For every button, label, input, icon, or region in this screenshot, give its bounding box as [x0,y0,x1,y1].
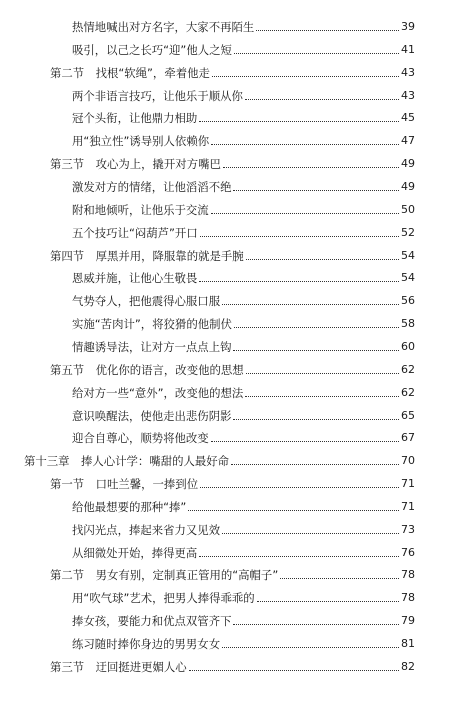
toc-subsection-entry[interactable] [72,378,415,400]
toc-entry-page-number: 67 [401,431,415,445]
toc-entry-page-number: 78 [401,591,415,605]
toc-entry-page-number: 52 [401,225,415,239]
toc-entry-page-number: 58 [401,317,415,331]
toc-subsection-entry[interactable] [72,195,415,217]
toc-entry-page-number: 70 [401,454,415,468]
toc-entry-page-number: 71 [401,499,415,513]
toc-entry-page-number: 49 [401,180,415,193]
toc-entry-title: 第三节 攻心为上，撬开对方嘴巴 [50,157,221,172]
toc-entry-page-number: 47 [401,134,415,148]
toc-subsection-entry[interactable] [72,583,415,605]
toc-section-entry[interactable] [50,149,415,171]
toc-subsection-entry[interactable] [72,81,415,103]
dot-leader [211,143,399,145]
toc-entry-page-number: 43 [401,65,415,79]
toc-entry-title: 从细微处开始，捧得更高 [72,545,198,560]
toc-entry-page-number: 79 [401,614,415,628]
dot-leader [257,600,399,602]
toc-section-entry[interactable] [50,355,415,377]
toc-entry-page-number: 56 [401,294,415,308]
toc-subsection-entry[interactable] [72,401,415,423]
toc-entry-title: 找闪光点，捧起来省力又见效 [72,522,221,537]
toc-entry-page-number: 62 [401,362,415,376]
dot-leader [280,577,399,579]
toc-entry-title: 给他最想要的那种“捧” [72,499,187,514]
toc-subsection-entry[interactable] [72,286,415,308]
toc-section-entry[interactable] [50,58,415,80]
dot-leader [256,29,399,31]
toc-subsection-entry[interactable] [72,12,415,34]
dot-leader [199,555,399,557]
dot-leader [200,235,399,237]
dot-leader [222,532,399,534]
toc-entry-title: 热情地喊出对方名字，大家不再陌生 [72,20,255,34]
toc-entry-title: 用“独立性”诱导别人依赖你 [72,134,210,149]
dot-leader [222,303,399,305]
toc-subsection-entry[interactable] [72,126,415,148]
toc-entry-title: 第十三章 捧人心计学：嘴甜的人最好命 [24,454,230,469]
dot-leader [199,280,399,282]
toc-entry-title: 迎合自尊心，顺势将他改变 [72,431,209,446]
toc-subsection-entry[interactable] [72,423,415,445]
toc-entry-title: 第一节 口吐兰馨，一捧到位 [50,477,199,491]
dot-leader [199,120,399,122]
toc-entry-title: 练习随时捧你身边的男男女女 [72,637,221,651]
toc-entry-page-number: 82 [401,659,415,673]
toc-subsection-entry[interactable] [72,492,415,514]
toc-section-entry[interactable] [50,241,415,263]
dot-leader [233,623,399,625]
toc-entry-title: 气势夺人，把他震得心服口服 [72,294,221,309]
toc-subsection-entry[interactable] [72,218,415,240]
toc-subsection-entry[interactable] [72,606,415,628]
dot-leader [234,52,399,54]
dot-leader [189,669,399,671]
toc-entry-page-number: 62 [401,385,415,399]
toc-entry-title: 意识唤醒法，使他走出悲伤阴影 [72,408,232,423]
toc-entry-title: 第二节 找根“软绳”，牵着他走 [50,65,210,80]
toc-subsection-entry[interactable] [72,172,415,194]
dot-leader [246,372,399,374]
dot-leader [222,646,399,648]
toc-subsection-entry[interactable] [72,629,415,651]
toc-entry-title: 情趣诱导法，让对方一点点上钩 [72,339,232,354]
toc-entry-title: 用“吹气球”艺术，把男人捧得乖乖的 [72,591,255,606]
toc-entry-page-number: 54 [401,271,415,285]
toc-entry-title: 实施“苦肉计”，将狡猾的他制伏 [72,317,232,332]
dot-leader [212,75,399,77]
toc-section-entry[interactable] [50,469,415,491]
toc-entry-title: 捧女孩，要能力和优点双管齐下 [72,614,232,629]
toc-entry-title: 第五节 优化你的语言，改变他的思想 [50,362,244,377]
dot-leader [188,509,399,511]
toc-section-entry[interactable] [50,652,415,674]
dot-leader [211,440,399,442]
dot-leader [233,349,399,351]
toc-entry-page-number: 49 [401,157,415,171]
dot-leader [233,418,399,420]
toc-entry-title: 给对方一些“意外”，改变他的想法 [72,385,244,400]
dot-leader [246,258,399,260]
toc-entry-page-number: 76 [401,545,415,559]
dot-leader [245,98,399,100]
toc-entry-page-number: 43 [401,88,415,102]
dot-leader [245,395,399,397]
toc-entry-page-number: 73 [401,522,415,536]
toc-chapter-entry[interactable] [24,446,415,468]
toc-entry-title: 恩威并施，让他心生敬畏 [72,271,198,286]
toc-entry-title: 激发对方的情绪，让他滔滔不绝 [72,180,232,194]
toc-entry-page-number: 50 [401,202,415,216]
toc-entry-page-number: 60 [401,339,415,353]
toc-entry-page-number: 71 [401,477,415,490]
toc-entry-page-number: 39 [401,20,415,33]
toc-entry-title: 第四节 厚黑并用，降服靠的就是手腕 [50,248,244,263]
toc-entry-title: 吸引，以己之长巧“迎”他人之短 [72,42,232,57]
dot-leader [223,166,399,168]
toc-entry-page-number: 41 [401,42,415,56]
toc-subsection-entry[interactable] [72,309,415,331]
toc-subsection-entry[interactable] [72,332,415,354]
toc-entry-title: 第二节 男女有别，定制真正管用的“高帽子” [50,568,279,583]
toc-subsection-entry[interactable] [72,538,415,560]
toc-entry-page-number: 54 [401,248,415,262]
toc-entry-title: 冠个头衔，让他鼎力相助 [72,111,198,126]
toc-entry-page-number: 81 [401,637,415,650]
toc-entry-page-number: 45 [401,111,415,125]
dot-leader [233,189,399,191]
toc-entry-title: 两个非语言技巧，让他乐于顺从你 [72,88,243,103]
toc-subsection-entry[interactable] [72,35,415,57]
toc-subsection-entry[interactable] [72,103,415,125]
toc-subsection-entry[interactable] [72,263,415,285]
toc-entry-page-number: 78 [401,568,415,582]
dot-leader [234,326,399,328]
toc-subsection-entry[interactable] [72,515,415,537]
dot-leader [200,486,399,488]
toc-section-entry[interactable] [50,560,415,582]
toc-entry-title: 第三节 迂回挺进更媚人心 [50,659,187,674]
toc-entry-page-number: 65 [401,408,415,422]
toc-entry-title: 附和地倾听，让他乐于交流 [72,202,209,217]
dot-leader [211,212,399,214]
dot-leader [231,463,399,465]
toc-entry-title: 五个技巧让“闷葫芦”开口 [72,225,198,240]
